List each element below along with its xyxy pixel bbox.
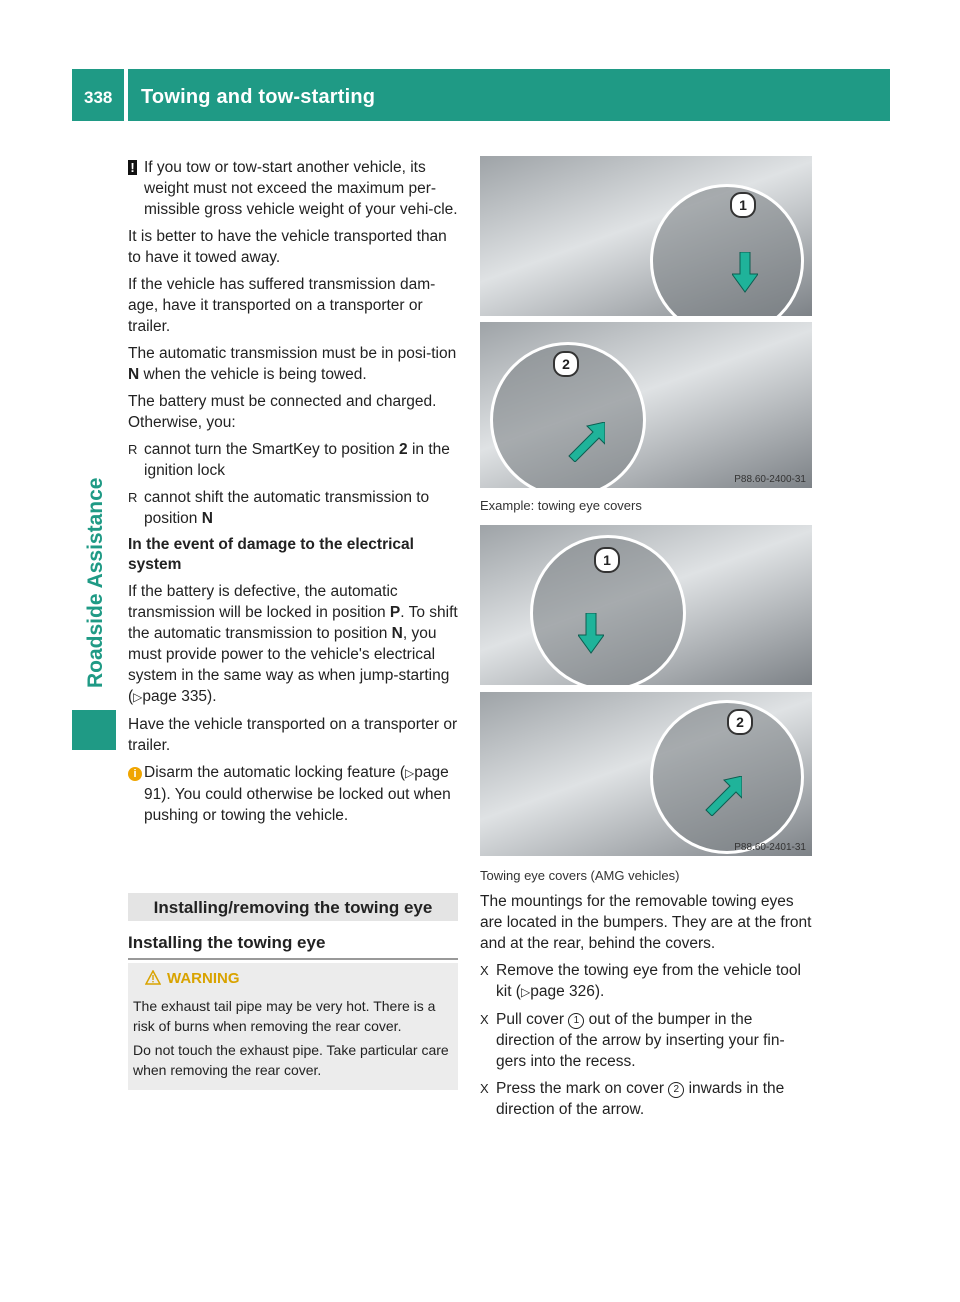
subsection-title: Installing the towing eye (128, 933, 326, 952)
chapter-side-label: Roadside Assistance (84, 477, 107, 688)
divider (128, 958, 458, 960)
info-note: i Disarm the automatic locking feature (▷page 91). You could otherwise be locked out when pushing or towing the vehicle. (128, 762, 460, 826)
callout-ref-1: 1 (568, 1013, 584, 1029)
callout-2: 2 (553, 351, 579, 377)
arrow-up-right-icon (565, 422, 605, 462)
page-ref-icon: ▷ (133, 690, 143, 704)
right-column (480, 891, 812, 1126)
figure-code: P88.60-2401-31 (734, 842, 806, 853)
step-item: X Remove the towing eye from the vehicle tool kit (▷page 326). (480, 962, 801, 1000)
amg-rear-bumper-photo (480, 692, 812, 856)
subsection-heading: In the event of damage to the electrical system (128, 536, 414, 573)
list-item: R cannot turn the SmartKey to position 2 in the ignition lock (128, 441, 450, 479)
caution-icon: ! (128, 160, 137, 175)
rear-bumper-photo (480, 322, 812, 488)
left-column (128, 157, 460, 832)
figure-code: P88.60-2400-31 (734, 474, 806, 485)
figure-caption: Example: towing eye covers (480, 498, 642, 513)
step-icon: X (480, 963, 489, 978)
bullet-icon: R (128, 442, 138, 457)
zoom-lens (650, 184, 804, 316)
figure-caption: Towing eye covers (AMG vehicles) (480, 868, 680, 883)
page-ref-link[interactable]: page 91). You could otherwise be locked out when pushing or towing the vehicle. (144, 764, 451, 824)
paragraph: The battery must be connected and charged. Otherwise, you: (128, 393, 437, 431)
page-title: Towing and tow-starting (141, 86, 376, 108)
paragraph: The automatic transmission must be in posi-tion N when the vehicle is being towed. (128, 345, 457, 383)
paragraph: If the vehicle has suffered transmission dam-age, have it transported on a transporter or trailer. (128, 276, 436, 335)
arrow-up-right-icon (702, 776, 742, 816)
arrow-down-icon (578, 613, 604, 655)
paragraph: If the battery is defective, the automatic transmission will be locked in position P. To shift the automatic transmission to position N, you must provide power to the vehicle's electrical system in the same way as when jump-starting (▷page 335). (128, 583, 458, 705)
callout-1: 1 (730, 192, 756, 218)
chapter-side-marker (72, 710, 116, 750)
step-icon: X (480, 1081, 489, 1096)
paragraph: Have the vehicle transported on a transporter or trailer. (128, 716, 458, 754)
page-ref-icon: ▷ (405, 766, 415, 780)
amg-front-bumper-photo (480, 525, 812, 685)
paragraph: It is better to have the vehicle transported than to have it towed away. (128, 228, 447, 266)
warning-text: The exhaust tail pipe may be very hot. There is a risk of burns when removing the rear cover. Do not touch the exhaust pipe. Take particular care when removing the rear cover. (133, 998, 449, 1078)
front-bumper-photo (480, 156, 812, 316)
step-item: X Press the mark on cover 2 inwards in the direction of the arrow. (480, 1080, 785, 1118)
section-heading: Installing/removing the towing eye (153, 898, 433, 917)
page-number: 338 (84, 88, 113, 107)
step-icon: X (480, 1012, 489, 1027)
callout-2: 2 (727, 709, 753, 735)
paragraph: The mountings for the removable towing eyes are located in the bumpers. They are at the front and at the rear, behind the covers. (480, 893, 812, 952)
bullet-icon: R (128, 490, 138, 505)
callout-1: 1 (594, 547, 620, 573)
page-ref-link[interactable]: page 335). (142, 688, 217, 705)
caution-note (128, 157, 460, 220)
caution-text: If you tow or tow-start another vehicle, its weight must not exceed the maximum per-missible gross vehicle weight of your vehi-cle. (144, 159, 458, 218)
callout-ref-2: 2 (668, 1082, 684, 1098)
warning-icon (145, 970, 161, 985)
page-ref-icon: ▷ (520, 985, 531, 999)
header-divider (124, 69, 128, 121)
warning-title: WARNING (167, 970, 240, 987)
step-item: X Pull cover 1 out of the bumper in the direction of the arrow by inserting your fin-gers into the recess. (480, 1011, 785, 1070)
arrow-down-icon (732, 252, 758, 294)
info-icon: i (128, 767, 142, 781)
page-ref-link[interactable]: page 326). (530, 983, 605, 1000)
list-item: R cannot shift the automatic transmission to position N (128, 489, 430, 527)
